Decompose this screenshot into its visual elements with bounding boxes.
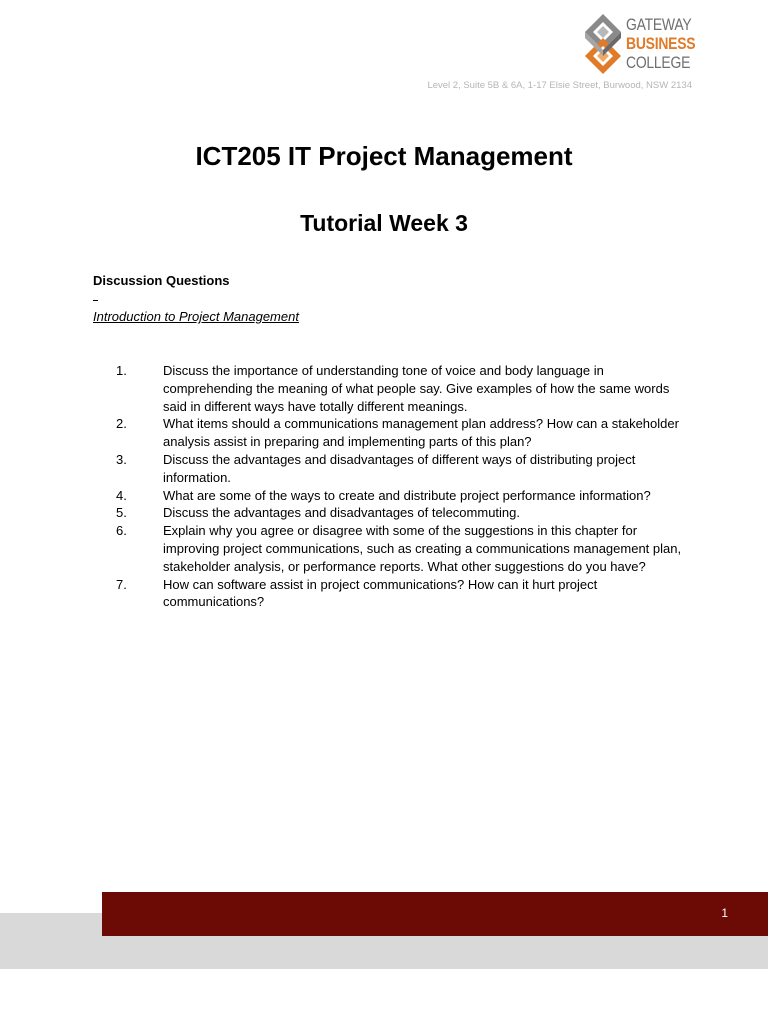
logo-line-business: BUSINESS <box>626 34 696 53</box>
stray-underscore <box>93 300 98 301</box>
logo-line-gateway: GATEWAY <box>626 15 692 34</box>
list-item <box>116 576 686 612</box>
list-item <box>116 362 686 415</box>
list-item <box>116 415 686 451</box>
question-number: 4. <box>116 487 127 503</box>
question-text: How can software assist in project communications? How can it hurt project communications? <box>163 576 598 610</box>
footer-red-band <box>102 892 768 936</box>
question-number: 2. <box>116 416 127 432</box>
college-logo <box>581 12 696 76</box>
question-number: 7. <box>116 576 127 592</box>
logo-line-college: COLLEGE <box>626 53 691 72</box>
list-item <box>116 487 686 505</box>
section-heading: Discussion Questions <box>93 273 230 288</box>
question-number: 3. <box>116 451 127 467</box>
document-title: ICT205 IT Project Management <box>195 141 573 171</box>
page-number: 1 <box>721 906 728 920</box>
section-subheading: Introduction to Project Management <box>93 309 299 324</box>
question-text: Explain why you agree or disagree with some of the suggestions in this chapter for improving project communications, such as creating a communications management plan, stakeholder analysis, or performance reports. What other suggestions do you have? <box>163 523 682 574</box>
question-number: 6. <box>116 523 127 539</box>
question-text: What items should a communications management plan address? How can a stakeholder analysis assist in preparing and implementing parts of this plan? <box>163 416 679 450</box>
list-item <box>116 522 686 575</box>
question-text: What are some of the ways to create and distribute project performance information? <box>163 487 651 503</box>
gateway-diamond-icon <box>581 12 625 76</box>
list-item <box>116 504 686 522</box>
question-number: 1. <box>116 363 127 378</box>
logo-wordmark <box>626 15 695 72</box>
list-item <box>116 451 686 487</box>
question-number: 5. <box>116 505 127 521</box>
question-text: Discuss the advantages and disadvantages of different ways of distributing project information. <box>163 451 636 485</box>
question-list <box>116 362 686 611</box>
document-subtitle: Tutorial Week 3 <box>300 210 468 236</box>
question-text: Discuss the advantages and disadvantages of telecommuting. <box>163 505 520 521</box>
question-text: Discuss the importance of understanding tone of voice and body language in comprehending the meaning of what people say. Give examples of how the same words said in different ways have totally different meanings. <box>163 363 670 414</box>
college-address: Level 2, Suite 5B & 6A, 1-17 Elsie Street, Burwood, NSW 2134 <box>427 80 692 91</box>
